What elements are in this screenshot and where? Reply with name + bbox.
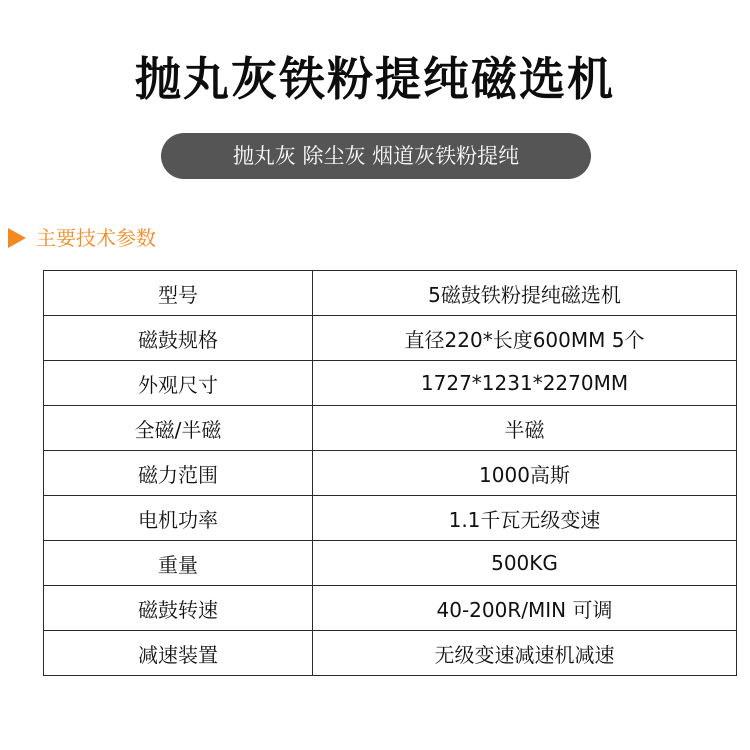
spec-key: 全磁/半磁 — [44, 406, 313, 451]
table-row — [44, 541, 737, 586]
spec-key: 外观尺寸 — [44, 361, 313, 406]
page-title: 抛丸灰铁粉提纯磁选机 — [135, 52, 615, 106]
table-row — [44, 361, 737, 406]
spec-key: 磁鼓规格 — [44, 316, 313, 361]
table-row — [44, 451, 737, 496]
table-row — [44, 316, 737, 361]
spec-key: 磁力范围 — [44, 451, 313, 496]
section-heading-label: 主要技术参数 — [36, 226, 156, 250]
spec-key: 电机功率 — [44, 496, 313, 541]
spec-value: 500KG — [313, 541, 737, 586]
spec-key: 磁鼓转速 — [44, 586, 313, 631]
table-row — [44, 586, 737, 631]
spec-key: 型号 — [44, 271, 313, 316]
spec-value: 1.1千瓦无级变速 — [313, 496, 737, 541]
spec-value: 40-200R/MIN 可调 — [313, 586, 737, 631]
table-row — [44, 631, 737, 676]
play-arrow-icon — [8, 228, 26, 248]
section-heading — [8, 224, 156, 252]
table-row — [44, 496, 737, 541]
spec-key: 减速装置 — [44, 631, 313, 676]
spec-value: 无级变速减速机减速 — [313, 631, 737, 676]
spec-key: 重量 — [44, 541, 313, 586]
spec-value: 半磁 — [313, 406, 737, 451]
table-row — [44, 406, 737, 451]
spec-table — [43, 270, 737, 676]
subtitle-banner: 抛丸灰 除尘灰 烟道灰铁粉提纯 — [161, 133, 591, 179]
spec-value: 1000高斯 — [313, 451, 737, 496]
spec-value: 直径220*长度600MM 5个 — [313, 316, 737, 361]
spec-value: 5磁鼓铁粉提纯磁选机 — [313, 271, 737, 316]
table-row — [44, 271, 737, 316]
spec-value: 1727*1231*2270MM — [313, 361, 737, 406]
